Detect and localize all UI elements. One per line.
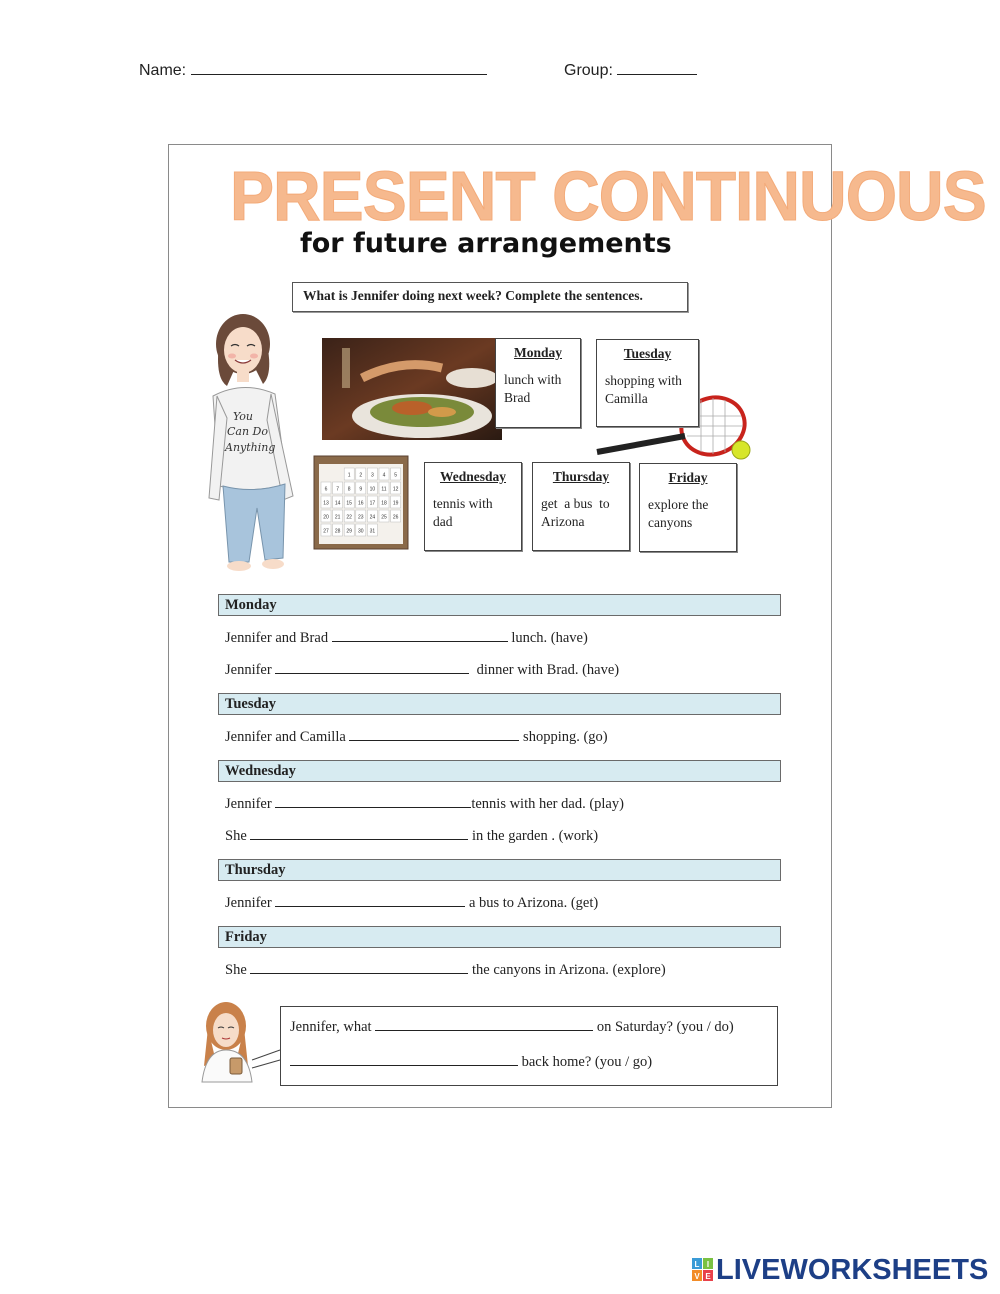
sentence-tuesday-1 — [225, 728, 608, 746]
sentence-end: tennis with her dad. (play) — [471, 796, 624, 812]
calendar-day-number: 11 — [381, 486, 387, 493]
group-input-line[interactable] — [617, 60, 697, 75]
schedule-card-friday — [639, 463, 737, 552]
calendar-day-number: 30 — [358, 528, 364, 535]
schedule-text-line1: lunch with — [504, 372, 562, 387]
sentence-end: shopping. (go) — [523, 729, 608, 745]
calendar-day-number: 29 — [346, 528, 352, 535]
sentence-friday-1 — [225, 961, 666, 979]
calendar-day-number: 2 — [359, 472, 363, 479]
schedule-day: Wednesday — [439, 469, 507, 484]
calendar-day-number: 26 — [392, 514, 399, 521]
name-label: Name: — [139, 62, 187, 79]
calendar-day-number: 9 — [359, 486, 363, 493]
sentence-end: in the garden . (work) — [472, 828, 599, 844]
sentence-start: Jennifer, what — [290, 1019, 372, 1035]
answer-blank[interactable] — [375, 1018, 593, 1031]
schedule-text-line2: canyons — [648, 515, 693, 530]
food-photo — [322, 338, 502, 440]
sentence-start: She — [225, 828, 247, 844]
liveworksheets-logo[interactable]: LIVEWORKSHEETS — [716, 1254, 989, 1286]
calendar-day-number: 19 — [392, 500, 399, 507]
liveworksheets-badge-icon — [692, 1258, 714, 1282]
bubble-question-1 — [290, 1018, 734, 1036]
shirt-text-1: You — [233, 410, 254, 423]
schedule-text-line1: shopping with — [605, 373, 682, 388]
answer-blank[interactable] — [332, 629, 508, 642]
badge-letter: V — [694, 1272, 700, 1281]
calendar-day-number: 13 — [323, 500, 329, 507]
sentence-start: Jennifer — [225, 895, 272, 911]
shirt-text-3: Anything — [225, 441, 276, 454]
calendar-day-number: 1 — [347, 472, 351, 479]
calendar-day-number: 5 — [394, 472, 397, 479]
badge-letter: I — [706, 1260, 710, 1269]
schedule-card-wednesday — [424, 462, 522, 551]
calendar-day-number: 22 — [346, 514, 352, 521]
worksheet-subtitle: for future arrangements — [300, 228, 672, 259]
bubble-question-2 — [290, 1053, 652, 1071]
sentence-wednesday-2 — [225, 827, 598, 845]
sentence-start: Jennifer — [225, 796, 272, 812]
sentence-start: Jennifer — [225, 662, 272, 678]
sentence-end: dinner with Brad. (have) — [476, 662, 620, 678]
calendar-day-number: 21 — [334, 514, 341, 521]
group-label: Group: — [564, 62, 613, 79]
section-header-friday: Friday — [218, 926, 781, 948]
calendar-day-number: 12 — [392, 486, 399, 493]
sentence-end: lunch. (have) — [511, 630, 588, 646]
sentence-end: the canyons in Arizona. (explore) — [472, 962, 666, 978]
sentence-monday-2 — [225, 661, 619, 679]
calendar-icon — [313, 452, 409, 550]
sentence-end: back home? (you / go) — [521, 1054, 653, 1070]
group-row — [564, 60, 697, 80]
answer-blank[interactable] — [250, 961, 468, 974]
sentence-monday-1 — [225, 629, 588, 647]
schedule-text-line2: Camilla — [605, 391, 648, 406]
schedule-text-line2: dad — [433, 514, 453, 529]
schedule-card-monday — [495, 338, 581, 428]
calendar-day-number: 4 — [382, 472, 386, 479]
calendar-day-number: 17 — [369, 500, 376, 507]
calendar-day-number: 10 — [369, 486, 376, 493]
section-header-tuesday: Tuesday — [218, 693, 781, 715]
calendar-day-number: 24 — [369, 514, 376, 521]
schedule-text-line1: get a bus to — [541, 496, 610, 511]
sentence-start: Jennifer and Camilla — [225, 729, 346, 745]
answer-blank[interactable] — [275, 894, 465, 907]
name-row — [139, 60, 487, 80]
calendar-day-number: 31 — [369, 528, 376, 535]
schedule-card-tuesday — [596, 339, 699, 427]
calendar-day-number: 14 — [334, 500, 341, 507]
badge-letter: L — [694, 1260, 700, 1269]
schedule-text-line2: Brad — [504, 390, 531, 405]
schedule-day: Friday — [668, 470, 708, 485]
girl-illustration — [205, 308, 310, 574]
section-header-monday: Monday — [218, 594, 781, 616]
calendar-day-number: 6 — [324, 486, 328, 493]
calendar-day-number: 27 — [323, 528, 329, 535]
answer-blank[interactable] — [290, 1053, 518, 1066]
sentence-wednesday-1 — [225, 795, 624, 813]
answer-blank[interactable] — [250, 827, 468, 840]
instruction-box: What is Jennifer doing next week? Complete the sentences. — [292, 282, 688, 312]
girl-avatar-illustration — [198, 1000, 282, 1084]
calendar-day-number: 16 — [358, 500, 364, 507]
schedule-day: Thursday — [552, 469, 610, 484]
calendar-day-number: 28 — [334, 528, 341, 535]
calendar-day-number: 20 — [323, 514, 329, 521]
answer-blank[interactable] — [275, 661, 469, 674]
schedule-text-line2: Arizona — [541, 514, 585, 529]
sentence-start: She — [225, 962, 247, 978]
schedule-card-thursday — [532, 462, 630, 551]
schedule-text-line1: tennis with — [433, 496, 493, 511]
section-header-thursday: Thursday — [218, 859, 781, 881]
schedule-text-line1: explore the — [648, 497, 709, 512]
sentence-thursday-1 — [225, 894, 598, 912]
schedule-day: Tuesday — [623, 346, 672, 361]
shirt-text-2: Can Do — [227, 425, 268, 438]
calendar-day-number: 8 — [347, 486, 351, 493]
schedule-day: Monday — [513, 345, 562, 360]
calendar-day-number: 18 — [381, 500, 387, 507]
badge-letter: E — [705, 1272, 711, 1281]
calendar-day-number: 7 — [336, 486, 339, 493]
calendar-day-number: 15 — [346, 500, 352, 507]
answer-blank[interactable] — [275, 795, 471, 808]
calendar-day-number: 3 — [371, 472, 374, 479]
answer-blank[interactable] — [349, 728, 519, 741]
worksheet-title: PRESENT CONTINUOUS — [230, 157, 986, 235]
calendar-day-number: 25 — [381, 514, 387, 521]
name-input-line[interactable] — [191, 60, 487, 75]
sentence-start: Jennifer and Brad — [225, 630, 329, 646]
sentence-end: on Saturday? (you / do) — [596, 1019, 734, 1035]
sentence-end: a bus to Arizona. (get) — [468, 895, 599, 911]
calendar-day-number: 23 — [358, 514, 364, 521]
section-header-wednesday: Wednesday — [218, 760, 781, 782]
